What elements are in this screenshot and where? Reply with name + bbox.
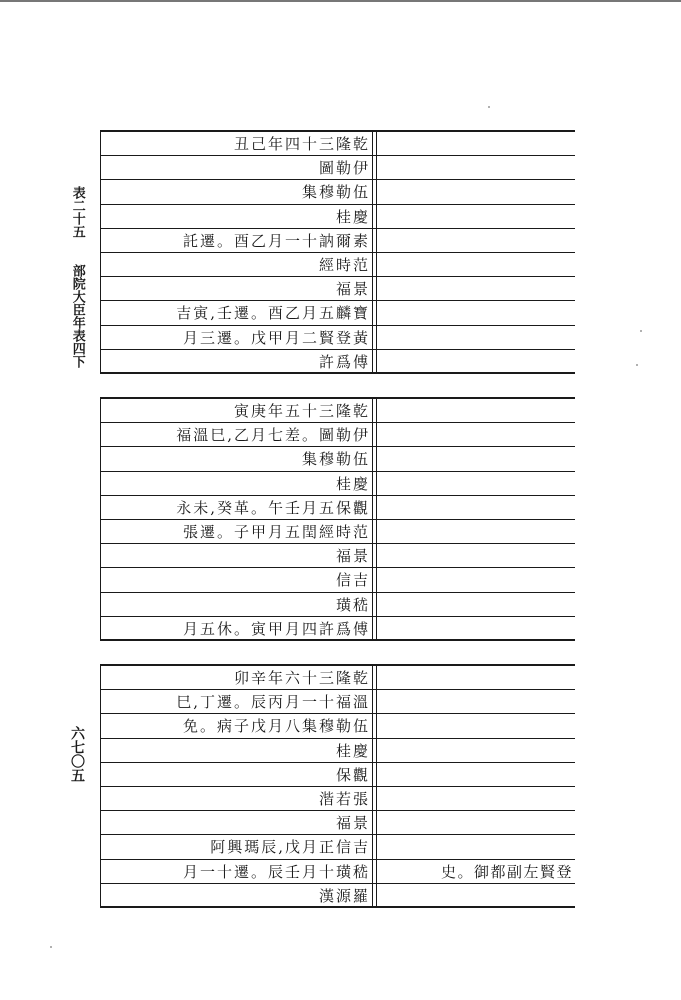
- table-row: 月三遷。戊甲月二賢登黃: [182, 328, 370, 347]
- table-row: 集穆勒伍: [301, 450, 370, 469]
- table-row: 託遷。酉乙月一十訥爾素: [182, 231, 370, 250]
- table-row: 許爲傅: [318, 352, 370, 371]
- table-row: 丑己年四十三隆乾: [233, 135, 370, 153]
- speck: [488, 106, 490, 108]
- table-row: 寅庚年五十三隆乾: [233, 402, 370, 420]
- column-divider: [372, 398, 373, 640]
- column-divider: [376, 131, 377, 373]
- speck: [640, 330, 642, 332]
- side-title: [66, 186, 86, 368]
- table-row: 璜嵇: [335, 595, 370, 614]
- table-row: 福景: [335, 280, 370, 299]
- table-row: 福景: [335, 547, 370, 566]
- column-divider: [376, 665, 377, 907]
- table-row: 桂慶: [335, 474, 370, 493]
- table-row: 吉寅,壬遷。酉乙月五麟寶: [176, 304, 370, 323]
- table-row: 巳,丁遷。辰丙月一十福溫: [176, 693, 370, 712]
- top-border: [0, 0, 681, 2]
- table-row: 阿興瑪辰,戊月正信吉: [210, 838, 370, 857]
- table-subtitle: 部院大臣年表四下: [69, 264, 85, 368]
- table-row: 桂慶: [335, 207, 370, 226]
- column-divider: [376, 398, 377, 640]
- table-row: 福溫巳,乙月七差。圖勒伊: [176, 426, 370, 445]
- table-row: 集穆勒伍: [301, 183, 370, 202]
- table-number: 表二十五: [69, 186, 85, 238]
- table-row: 信吉: [335, 571, 370, 590]
- table-row: 經時范: [318, 256, 370, 274]
- table-row: 福景: [335, 814, 370, 833]
- column-divider: [372, 131, 373, 373]
- table-row: 桂慶: [335, 741, 370, 760]
- column-divider: [372, 665, 373, 907]
- table-row: 永未,癸革。午壬月五保觀: [176, 498, 370, 517]
- speck: [50, 946, 52, 948]
- table-row: 月一十遷。辰壬月十璜嵇: [182, 862, 370, 881]
- table-row: 月五休。寅甲月四許爲傅: [182, 619, 370, 638]
- table-row: 圖勒伊: [318, 159, 370, 178]
- table-row: 免。病子戊月八集穆勒伍: [182, 717, 370, 736]
- table-row: 湝若張: [318, 790, 370, 808]
- right-column-entry: 史。御都副左賢登: [440, 862, 573, 881]
- page-number: 六七〇五: [69, 726, 85, 782]
- table-row: 保觀: [335, 765, 370, 784]
- table-row: 張遷。子甲月五閏經時范: [182, 523, 370, 541]
- table-row: 卯辛年六十三隆乾: [233, 669, 370, 687]
- table-row: 漢源羅: [318, 886, 370, 905]
- speck: [636, 364, 638, 366]
